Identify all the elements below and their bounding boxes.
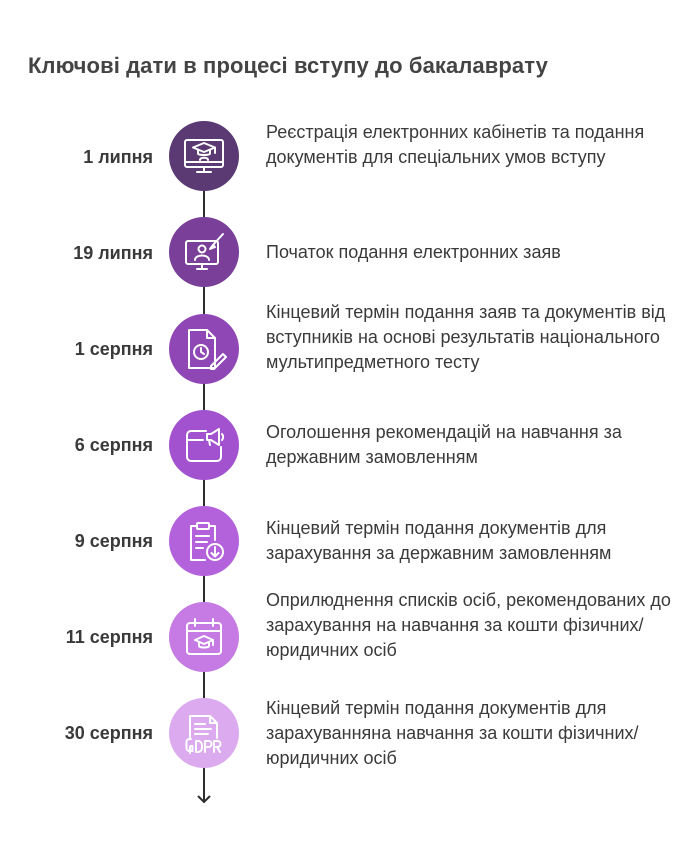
step-description: Кінцевий термін подання документів для зарахуванняна навчання за кошти фізичних/юридичних осіб bbox=[266, 698, 639, 768]
timeline-step bbox=[0, 683, 696, 783]
announcement-icon bbox=[181, 422, 227, 468]
step-date: 19 липня bbox=[73, 243, 153, 263]
document-deadline-icon bbox=[181, 326, 227, 372]
step-icon-circle bbox=[169, 217, 239, 287]
step-icon-circle bbox=[169, 410, 239, 480]
step-date: 9 серпня bbox=[74, 531, 153, 551]
step-date: 11 серпня bbox=[65, 627, 153, 647]
page-title: Ключові дати в процесі вступу до бакалаврату bbox=[28, 53, 549, 78]
step-description: Оприлюднення списків осіб, рекомендованих до зарахування на навчання за кошти фізичних/юридичних осіб bbox=[266, 590, 671, 660]
timeline-step bbox=[0, 202, 696, 302]
step-date: 1 липня bbox=[83, 147, 153, 167]
step-description: Кінцевий термін подання заяв та документів від вступників на основі результатів національного мультипредметного тесту bbox=[266, 302, 666, 372]
step-icon-circle bbox=[169, 506, 239, 576]
calendar-graduation-icon bbox=[181, 614, 227, 660]
step-icon-circle bbox=[169, 698, 239, 768]
step-description: Кінцевий термін подання документів для зарахування за державним замовленням bbox=[266, 518, 612, 563]
step-icon-circle bbox=[169, 602, 239, 672]
timeline-arrow-icon bbox=[193, 785, 215, 805]
timeline-step bbox=[0, 587, 696, 687]
timeline-step bbox=[0, 491, 696, 591]
step-description: Оголошення рекомендацій на навчання за державним замовленням bbox=[266, 422, 622, 467]
graduate-monitor-icon bbox=[181, 133, 227, 179]
timeline-step bbox=[0, 299, 696, 399]
step-description: Початок подання електронних заяв bbox=[266, 242, 561, 262]
step-date: 30 серпня bbox=[64, 723, 153, 743]
step-icon-circle bbox=[169, 314, 239, 384]
step-date: 6 серпня bbox=[74, 435, 153, 455]
step-date: 1 серпня bbox=[74, 339, 153, 359]
timeline-step bbox=[0, 106, 696, 206]
step-description: Реєстрація електронних кабінетів та подання документів для спеціальних умов вступу bbox=[266, 122, 645, 167]
document-submission-icon bbox=[181, 518, 227, 564]
step-icon-circle bbox=[169, 121, 239, 191]
online-application-icon bbox=[181, 229, 227, 275]
timeline-step bbox=[0, 395, 696, 495]
gdpr-document-icon bbox=[181, 710, 227, 756]
